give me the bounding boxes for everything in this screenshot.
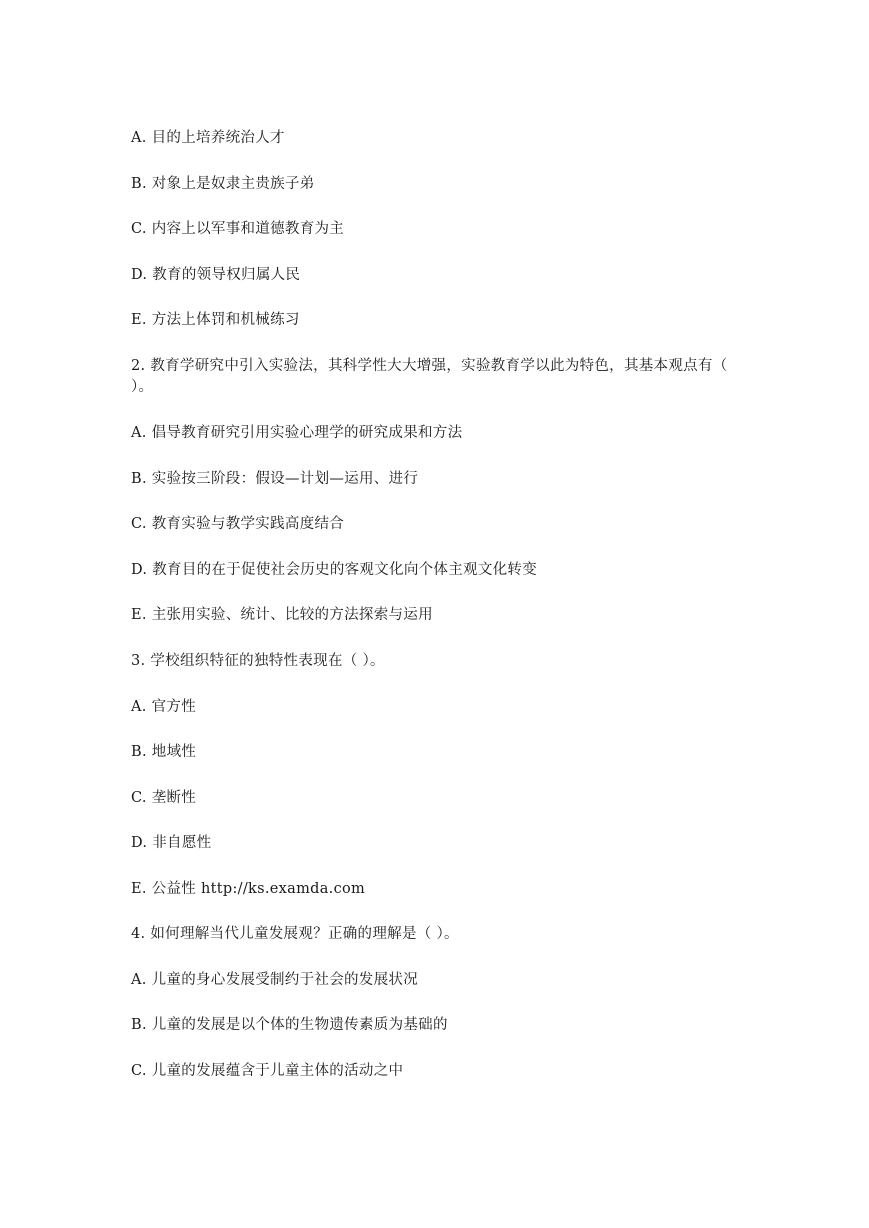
option-text: C. 垄断性 [131, 790, 197, 806]
option-text: C. 教育实验与教学实践高度结合 [131, 516, 345, 532]
option-text: B. 实验按三阶段：假设—计划—运用、进行 [131, 471, 419, 487]
option-text: B. 儿童的发展是以个体的生物遗传素质为基础的 [131, 1017, 448, 1033]
question-text: 4. 如何理解当代儿童发展观？正确的理解是（ ）。 [131, 926, 459, 942]
option-text: E. 方法上体罚和机械练习 [131, 312, 300, 328]
option-text: D. 教育目的在于促使社会历史的客观文化向个体主观文化转变 [131, 562, 538, 578]
option-text: C. 儿童的发展蕴含于儿童主体的活动之中 [131, 1063, 404, 1079]
question-text: 2. 教育学研究中引入实验法，其科学性大大增强，实验教育学以此为特色，其基本观点有（ ）。 [131, 358, 733, 395]
option-text: A. 儿童的身心发展受制约于社会的发展状况 [131, 972, 418, 988]
option-text: D. 非自愿性 [131, 835, 212, 851]
option-text: E. 主张用实验、统计、比较的方法探索与运用 [131, 607, 433, 623]
option-text: A. 官方性 [131, 699, 196, 715]
question-text: 3. 学校组织特征的独特性表现在（ ）。 [131, 653, 385, 669]
option-text: E. 公益性 http://ks.examda.com [131, 881, 366, 897]
option-text: B. 地域性 [131, 744, 197, 760]
option-text: B. 对象上是奴隶主贵族子弟 [131, 176, 315, 192]
option-text: C. 内容上以军事和道德教育为主 [131, 221, 345, 237]
option-text: A. 倡导教育研究引用实验心理学的研究成果和方法 [131, 425, 463, 441]
option-text: A. 目的上培养统治人才 [131, 130, 285, 146]
option-text: D. 教育的领导权归属人民 [131, 267, 301, 283]
